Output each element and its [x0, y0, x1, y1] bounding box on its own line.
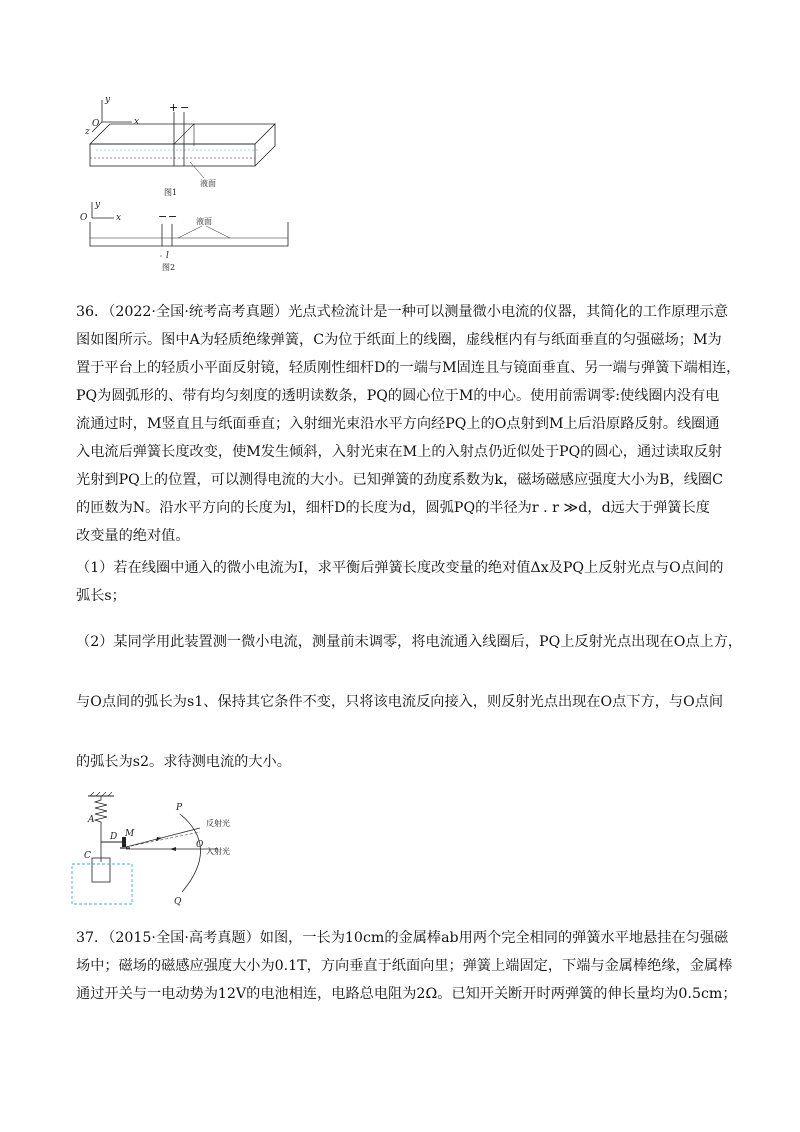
fig1-liquid-label: 液面	[200, 179, 216, 188]
fig1-axis-x: x	[134, 117, 140, 127]
q36-part2-line-1: （2）某同学用此装置测一微小电流，测量前未调零，将电流通入线圈后，PQ上反射光点出现在O点上方，	[76, 634, 743, 650]
q36-label-Q: Q	[174, 897, 182, 907]
q36-part1-line-2: 弧长s；	[76, 588, 126, 604]
fig1-minus: −	[180, 101, 190, 114]
q36-label-A: A	[88, 815, 95, 825]
q37-line-2: 场中；磁场的磁感应强度大小为0.1T，方向垂直于纸面向里；弹簧上端固定，下端与金属棒绝缘，金属棒	[76, 958, 733, 974]
q36-label-O: O	[196, 840, 204, 850]
q36-line-1: 36．（2022·全国·统考高考真题）光点式检流计是一种可以测量微小电流的仪器，其简化的工作原理示意	[76, 304, 728, 320]
fig2-minus-1: −	[158, 210, 168, 223]
q36-line-3: 置于平台上的轻质小平面反射镜，轻质刚性细杆D的一端与M固连且与镜面垂直、另一端与弹簧下端相连，	[76, 360, 741, 376]
q36-label-M: M	[125, 829, 135, 839]
fig2-liquid-label: 液面	[196, 217, 212, 226]
q36-line-2: 图如图所示。图中A为轻质绝缘弹簧，C为位于纸面上的线圈，虚线框内有与纸面垂直的匀强磁场；M为	[76, 332, 722, 348]
q36-label-D: D	[110, 832, 118, 842]
fig1-axis-y: y	[105, 95, 111, 105]
q36-part2-line-2: 与O点间的弧长为s1、保持其它条件不变，只将该电流反向接入，则反射光点出现在O点下方，与O点间	[76, 694, 724, 710]
fig1-axis-z: z	[85, 127, 90, 137]
fig1-caption: 图1	[164, 188, 178, 197]
q36-line-7: 光射到PQ上的位置，可以测得电流的大小。已知弹簧的劲度系数为k，磁场磁感应强度大小为B，线圈C	[76, 472, 723, 488]
fig2-axis-y: y	[95, 200, 101, 210]
q36-line-9: 改变量的绝对值。	[76, 528, 190, 544]
figure-2	[80, 198, 290, 276]
q36-reflect-label: 反射光	[206, 819, 230, 828]
fig1-axis-O: O	[92, 119, 100, 129]
fig1-plus: +	[169, 101, 179, 114]
q36-line-4: PQ为圆弧形的、带有均匀刻度的透明读数条，PQ的圆心位于M的中心。使用前需调零:使线圈内没有电	[76, 388, 720, 404]
q37-line-3: 通过开关与一电动势为12V的电池相连，电路总电阻为2Ω。已知开关断开时两弹簧的伸长量均为0.5cm；	[76, 986, 737, 1002]
q36-line-6: 入电流后弹簧长度改变，使M发生倾斜，入射光束在M上的入射点仍近似处于PQ的圆心，通过读取反射	[76, 444, 723, 460]
q36-label-C: C	[84, 851, 91, 861]
q36-line-8: 的匝数为N。沿水平方向的长度为l，细杆D的长度为d，圆弧PQ的半径为r . r ≫d，d远大于弹簧长度	[76, 500, 710, 516]
fig2-length-l: l	[166, 251, 169, 261]
q36-line-5: 流通过时，M竖直且与纸面垂直；入射细光束沿水平方向经PQ上的O点射到M上后沿原路反射。线圈通	[76, 416, 720, 432]
q36-part2-line-3: 的弧长为s2。求待测电流的大小。	[76, 754, 291, 770]
fig2-axis-x: x	[116, 213, 122, 223]
figure-q36	[70, 792, 250, 910]
fig2-caption: 图2	[162, 263, 176, 272]
q36-label-P: P	[176, 803, 183, 813]
q36-incident-label: 入射光	[206, 847, 230, 856]
fig2-minus-2: −	[168, 210, 178, 223]
q36-part1-line-1: （1）若在线圈中通入的微小电流为I，求平衡后弹簧长度改变量的绝对值Δx及PQ上反射光点与O点间的	[76, 560, 724, 576]
q37-line-1: 37．（2015·全国·高考真题）如图，一长为10cm的金属棒ab用两个完全相同的弹簧水平地悬挂在匀强磁	[76, 930, 729, 946]
figure-1	[80, 92, 290, 202]
fig2-axis-O: O	[80, 213, 88, 223]
